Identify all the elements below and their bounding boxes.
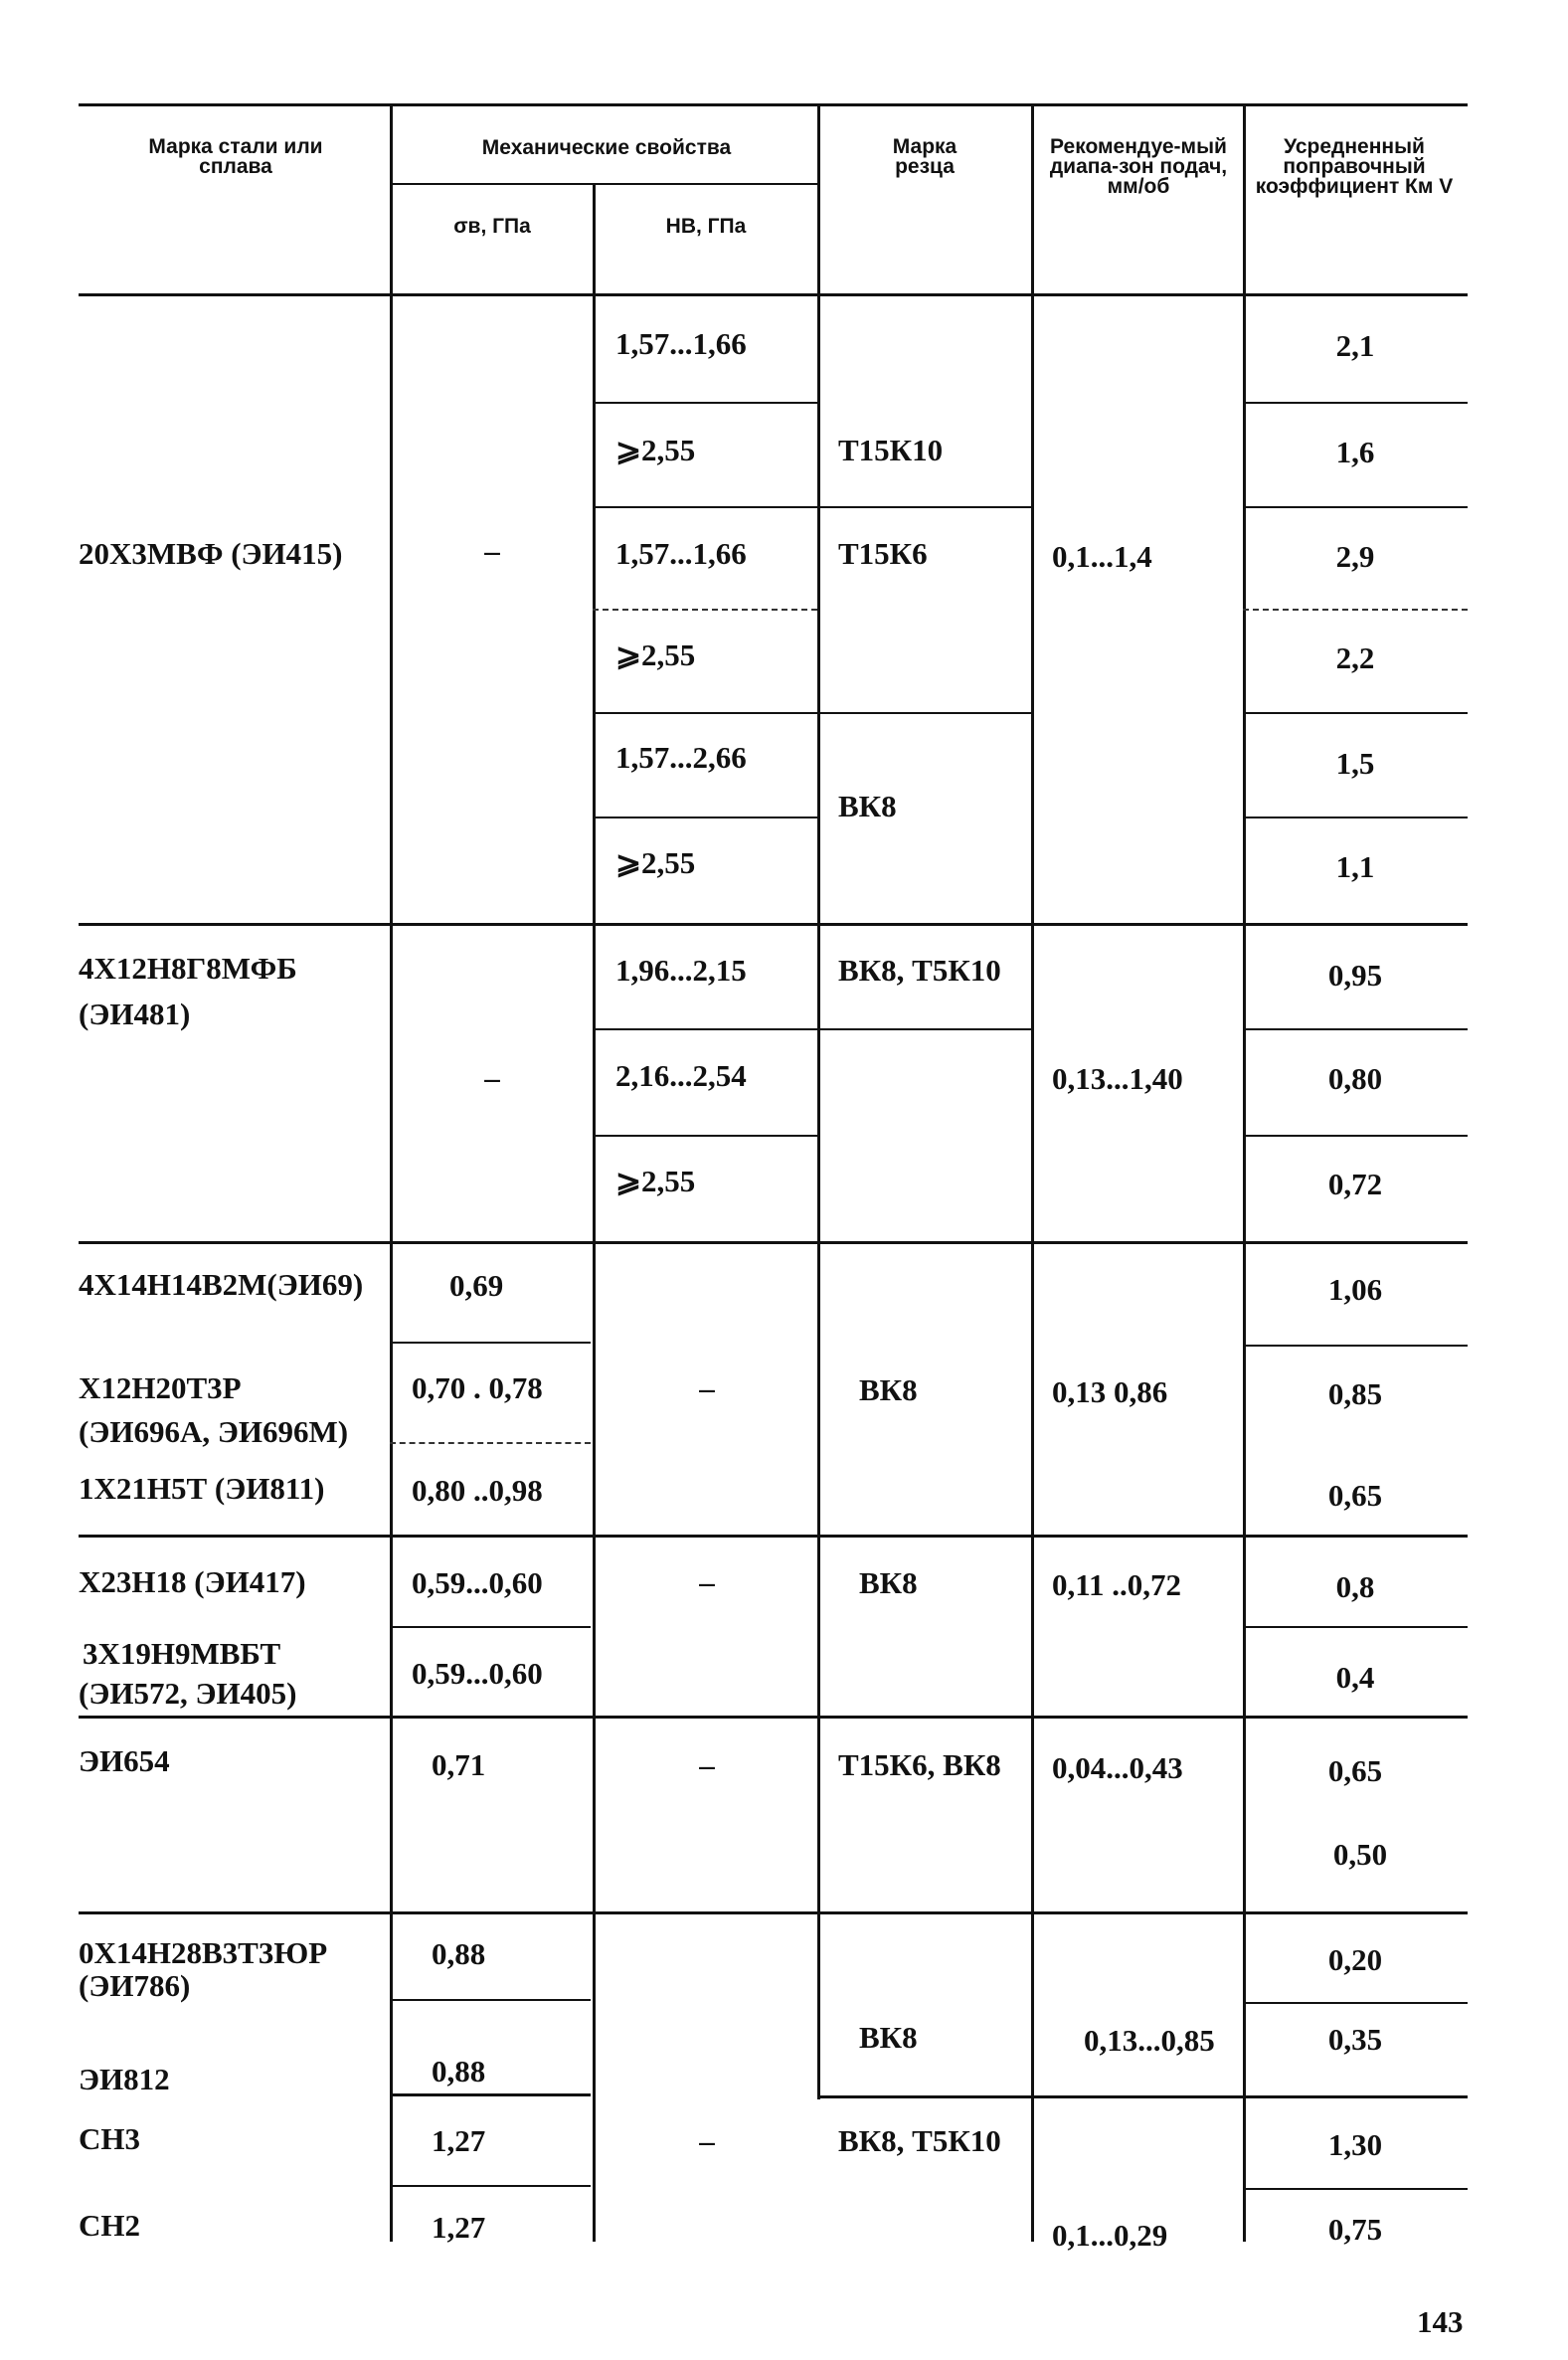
coef-cell: 1,6 xyxy=(1335,435,1375,469)
grade-cell: 1Х21Н5Т (ЭИ811) xyxy=(79,1471,325,1506)
sigma-cell: 0,88 xyxy=(432,2054,486,2088)
header-sigma: σв, ГПа xyxy=(453,215,531,238)
hb-cell: – xyxy=(699,1564,715,1599)
coef-cell: 0,35 xyxy=(1327,2022,1383,2057)
tool-cell: Т15К10 xyxy=(838,433,944,467)
coef-cell: 0,75 xyxy=(1327,2212,1383,2247)
hb-cell: 1,57...2,66 xyxy=(615,740,747,775)
hb-cell: ⩾2,55 xyxy=(615,433,696,467)
sigma-cell: 0,80 ..0,98 xyxy=(412,1473,543,1508)
header-feed: Рекомендуе-мый диапа-зон подач, мм/об xyxy=(1049,135,1228,198)
coef-cell: 0,80 xyxy=(1327,1061,1383,1096)
coef-cell: 0,95 xyxy=(1327,958,1383,993)
coef-cell: 0,8 xyxy=(1335,1569,1375,1604)
feed-cell: 0,13...0,85 xyxy=(1084,2023,1215,2058)
coef-cell: 1,1 xyxy=(1335,849,1375,884)
header-tool: Марка резца xyxy=(892,135,958,178)
grade-cell: СН2 xyxy=(79,2208,140,2243)
tool-cell: ВК8 xyxy=(838,789,897,823)
hb-cell: 2,16...2,54 xyxy=(615,1058,747,1093)
page-number: 143 xyxy=(1417,2304,1464,2339)
coef-cell: 2,9 xyxy=(1335,539,1375,574)
tool-cell: ВК8, Т5К10 xyxy=(838,2123,1001,2158)
sigma-cell: 0,88 xyxy=(432,1936,486,1971)
sigma-cell: 0,70 . 0,78 xyxy=(412,1370,543,1405)
sigma-cell: 0,71 xyxy=(432,1747,486,1782)
grade-cell: ЭИ654 xyxy=(79,1743,170,1778)
coef-cell: 0,65 xyxy=(1327,1753,1383,1788)
coef-cell: 0,65 xyxy=(1327,1478,1383,1513)
hb-cell: 1,57...1,66 xyxy=(615,536,747,571)
feed-cell: 0,13...1,40 xyxy=(1052,1061,1183,1096)
tool-cell: ВК8 xyxy=(859,1565,918,1600)
grade-cell: Х12Н20Т3Р xyxy=(79,1370,242,1405)
sigma-cell: – xyxy=(484,1060,500,1095)
grade-cell: ЭИ812 xyxy=(79,2062,170,2096)
grade-cell: Х23Н18 (ЭИ417) xyxy=(79,1564,306,1599)
tool-cell: ВК8 xyxy=(859,2020,918,2055)
header-mech: Механические свойства xyxy=(481,136,732,159)
coef-cell: 0,20 xyxy=(1327,1942,1383,1977)
sigma-cell: 1,27 xyxy=(432,2123,486,2158)
hb-cell: ⩾2,55 xyxy=(615,845,696,880)
grade-cell: (ЭИ481) xyxy=(79,997,191,1031)
tool-cell: Т15К6, ВК8 xyxy=(838,1747,1001,1782)
header-coef: Усредненный поправочный коэффициент Км V xyxy=(1255,135,1454,198)
sigma-cell: 0,59...0,60 xyxy=(412,1656,543,1691)
grade-cell: 20Х3МВФ (ЭИ415) xyxy=(79,536,343,571)
grade-cell: 3Х19Н9МВБТ xyxy=(83,1636,281,1671)
feed-cell: 0,11 ..0,72 xyxy=(1052,1567,1182,1602)
feed-cell: 0,1...0,29 xyxy=(1052,2218,1168,2253)
hb-cell: – xyxy=(699,2123,715,2158)
grade-cell: (ЭИ786) xyxy=(79,1968,191,2003)
sigma-cell: 0,59...0,60 xyxy=(412,1565,543,1600)
tool-cell: Т15К6 xyxy=(838,536,928,571)
hb-cell: 1,96...2,15 xyxy=(615,953,747,988)
grade-cell: 4Х12Н8Г8МФБ xyxy=(79,951,297,986)
grade-cell: 0Х14Н28В3Т3ЮР xyxy=(79,1935,328,1970)
coef-cell: 2,2 xyxy=(1335,640,1375,675)
hb-cell: – xyxy=(699,1370,715,1405)
coef-cell: 0,4 xyxy=(1335,1660,1375,1695)
coef-cell: 2,1 xyxy=(1335,328,1375,363)
grade-cell: (ЭИ572, ЭИ405) xyxy=(79,1676,297,1711)
tool-cell: ВК8, Т5К10 xyxy=(838,953,1001,988)
feed-cell: 0,1...1,4 xyxy=(1052,539,1152,574)
hb-cell: ⩾2,55 xyxy=(615,637,696,672)
header-grade: Марка стали или сплава xyxy=(148,135,323,178)
grade-cell: 4Х14Н14В2М(ЭИ69) xyxy=(79,1267,364,1302)
hb-cell: 1,57...1,66 xyxy=(615,326,747,361)
feed-cell: 0,04...0,43 xyxy=(1052,1750,1183,1785)
grade-cell: СН3 xyxy=(79,2121,140,2156)
hb-cell: – xyxy=(699,1747,715,1782)
coef-cell: 1,30 xyxy=(1327,2127,1383,2162)
hb-cell: ⩾2,55 xyxy=(615,1164,696,1198)
coef-cell: 0,50 xyxy=(1332,1837,1388,1872)
sigma-cell: 1,27 xyxy=(432,2210,486,2245)
coef-cell: 1,5 xyxy=(1335,746,1375,781)
coef-cell: 0,85 xyxy=(1327,1376,1383,1411)
coef-cell: 0,72 xyxy=(1327,1167,1383,1201)
header-hb: НВ, ГПа xyxy=(665,215,747,238)
grade-cell: (ЭИ696А, ЭИ696М) xyxy=(79,1414,349,1449)
feed-cell: 0,13 0,86 xyxy=(1052,1374,1168,1409)
sigma-cell: 0,69 xyxy=(449,1268,504,1303)
sigma-cell: – xyxy=(484,533,500,568)
tool-cell: ВК8 xyxy=(859,1372,918,1407)
coef-cell: 1,06 xyxy=(1327,1272,1383,1307)
